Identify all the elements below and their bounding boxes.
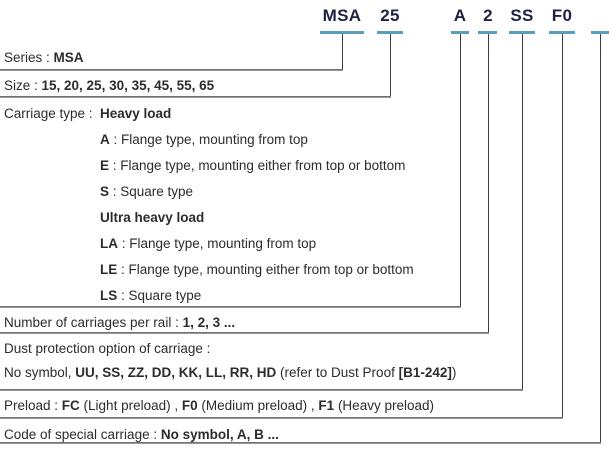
code-series: MSA	[322, 6, 362, 25]
separator-line-carriages-per-rail	[0, 332, 489, 334]
carriage-option-la: LA : Flange type, mounting from top	[100, 236, 317, 251]
dust-protection-options-row: No symbol, UU, SS, ZZ, DD, KK, LL, RR, HD (refer to Dust Proof [B1-242])	[4, 365, 457, 380]
series-row: Series : MSA	[4, 50, 84, 65]
carriage-type-label: Carriage type :	[4, 106, 93, 121]
connector-line-series	[342, 34, 343, 70]
separator-line-dust-protection	[0, 389, 523, 391]
separator-line-preload	[0, 417, 563, 419]
connector-line-preload	[562, 34, 563, 418]
carriage-option-e: E : Flange type, mounting either from top or bottom	[100, 158, 406, 173]
separator-line-carriage-type	[0, 306, 461, 308]
carriages-per-rail-row: Number of carriages per rail : 1, 2, 3 ...	[4, 315, 236, 330]
connector-line-carriages-per-rail	[488, 34, 489, 333]
size-row: Size : 15, 20, 25, 30, 35, 45, 55, 65	[4, 78, 215, 93]
connector-line-dust-protection	[522, 34, 523, 390]
carriage-option-s: S : Square type	[100, 184, 194, 199]
carriage-heavy-load: Heavy load	[100, 106, 172, 121]
code-preload: F0	[551, 6, 573, 25]
separator-line-size	[0, 96, 391, 98]
carriage-option-le: LE : Flange type, mounting either from top or bottom	[100, 262, 414, 277]
code-carriages-per-rail: 2	[483, 6, 493, 25]
code-size: 25	[380, 6, 400, 25]
separator-line-series	[0, 69, 343, 71]
code-carriage-type: A	[453, 6, 467, 25]
carriage-option-a: A : Flange type, mounting from top	[100, 132, 308, 147]
dust-protection-row: Dust protection option of carriage :	[4, 341, 211, 356]
carriage-ultra-heavy-load: Ultra heavy load	[100, 210, 205, 225]
preload-row: Preload : FC (Light preload) , F0 (Medium preload) , F1 (Heavy preload)	[4, 398, 434, 413]
carriage-option-ls: LS : Square type	[100, 288, 202, 303]
connector-line-size	[390, 34, 391, 97]
special-carriage-row: Code of special carriage : No symbol, A, B ...	[4, 427, 279, 442]
connector-line-special-carriage	[600, 34, 601, 443]
connector-line-carriage-type	[460, 34, 461, 307]
code-dust-protection: SS	[510, 6, 534, 25]
